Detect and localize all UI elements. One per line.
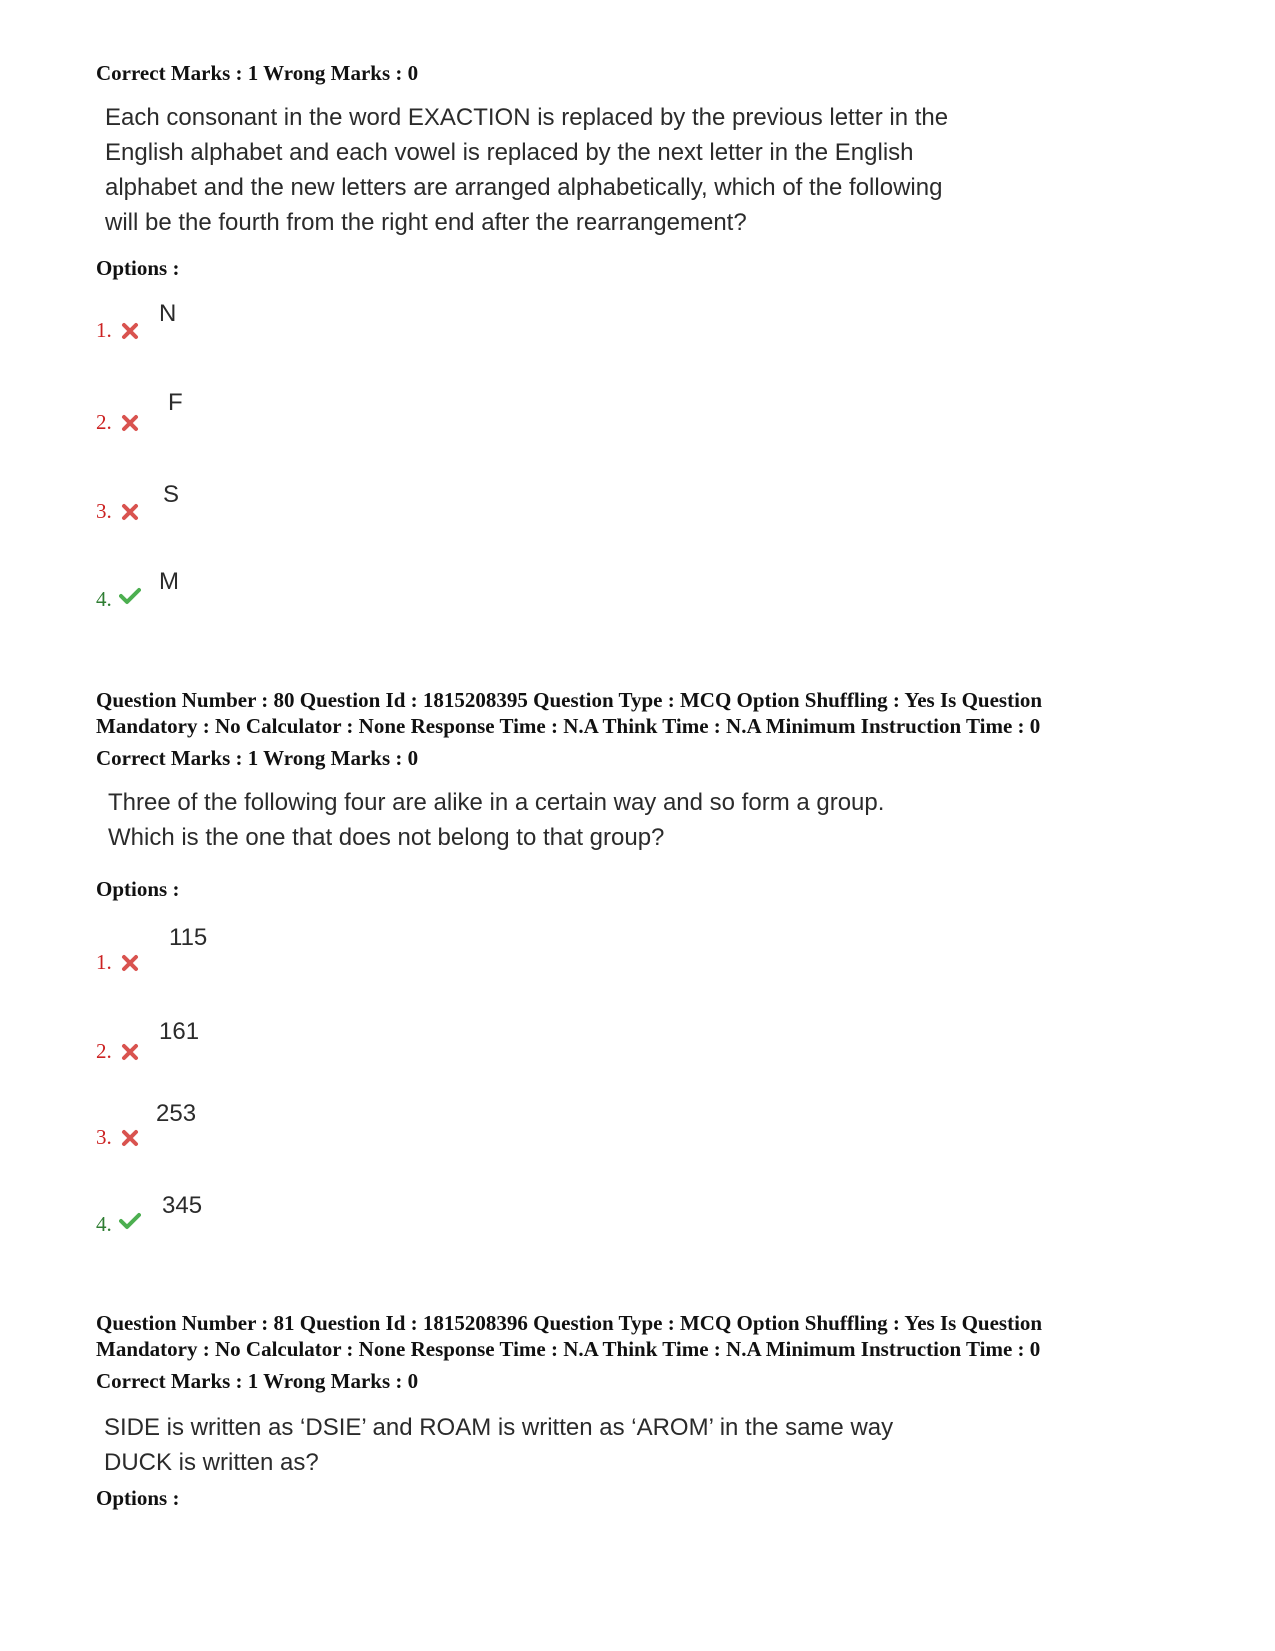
q79-options-label: Options : — [96, 256, 180, 280]
q81-header-line-1: Question Number : 81 Question Id : 1815208396 Question Type : MCQ Option Shuffling : Yes Is Question — [96, 1311, 1043, 1335]
q80-question-text — [108, 785, 884, 855]
q80-option-1-value: 115 — [169, 924, 208, 951]
q81-options-label: Options : — [96, 1486, 180, 1510]
cross-icon — [121, 954, 139, 972]
q80-marks: Correct Marks : 1 Wrong Marks : 0 — [96, 746, 419, 770]
q80-question-line: Which is the one that does not belong to that group? — [108, 824, 665, 851]
q81-marks: Correct Marks : 1 Wrong Marks : 0 — [96, 1369, 419, 1393]
check-icon — [119, 587, 141, 605]
cross-icon — [121, 503, 139, 521]
q79-marks: Correct Marks : 1 Wrong Marks : 0 — [96, 61, 419, 85]
q79-option-4-value: M — [159, 568, 179, 595]
q79-option-4-number: 4. — [96, 587, 112, 611]
q81-question-line: DUCK is written as? — [104, 1449, 319, 1476]
q79-option-3-number: 3. — [96, 499, 112, 523]
q80-question-line: Three of the following four are alike in a certain way and so form a group. — [108, 789, 885, 816]
q80-option-2-value: 161 — [159, 1018, 200, 1045]
q79-option-1-number: 1. — [96, 318, 112, 342]
cross-icon — [121, 1043, 139, 1061]
q79-question-line: alphabet and the new letters are arranged alphabetically, which of the following — [105, 174, 943, 201]
q80-option-3-value: 253 — [156, 1100, 197, 1127]
q79-question-line: English alphabet and each vowel is replaced by the next letter in the English — [105, 139, 914, 166]
q80-header-line-2: Mandatory : No Calculator : None Response Time : N.A Think Time : N.A Minimum Instruction Time : 0 — [96, 714, 1041, 738]
q81-question-line: SIDE is written as ‘DSIE’ and ROAM is written as ‘AROM’ in the same way — [104, 1414, 894, 1441]
q80-option-1-number: 1. — [96, 950, 112, 974]
q80-option-4-number: 4. — [96, 1212, 112, 1236]
q81-question-text — [104, 1410, 893, 1480]
q80-header-line-1: Question Number : 80 Question Id : 1815208395 Question Type : MCQ Option Shuffling : Yes Is Question — [96, 688, 1043, 712]
check-icon — [119, 1212, 141, 1230]
q79-question-text — [105, 100, 1040, 240]
cross-icon — [121, 1129, 139, 1147]
q81-header-line-2: Mandatory : No Calculator : None Response Time : N.A Think Time : N.A Minimum Instruction Time : 0 — [96, 1337, 1041, 1361]
q80-option-4-value: 345 — [162, 1192, 203, 1219]
q80-option-3-number: 3. — [96, 1125, 112, 1149]
cross-icon — [121, 322, 139, 340]
q79-option-1-value: N — [159, 300, 177, 327]
q80-option-2-number: 2. — [96, 1039, 112, 1063]
q79-option-2-number: 2. — [96, 410, 112, 434]
q79-option-3-value: S — [163, 481, 180, 508]
q80-options-label: Options : — [96, 877, 180, 901]
q79-question-line: Each consonant in the word EXACTION is replaced by the previous letter in the — [105, 104, 949, 131]
q79-question-line: will be the fourth from the right end after the rearrangement? — [105, 209, 747, 236]
q79-option-2-value: F — [168, 389, 183, 416]
cross-icon — [121, 414, 139, 432]
